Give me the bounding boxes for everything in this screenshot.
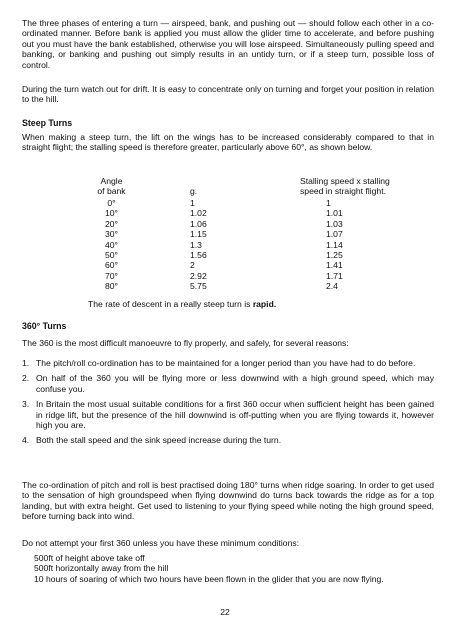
paragraph-360-intro: The 360 is the most difficult manoeuvre to fly properly, and safely, for several reasons: — [22, 338, 349, 348]
table-cell: 20° — [105, 218, 118, 229]
stall-speed-table — [0, 176, 450, 296]
table-cell: 1.3 — [190, 239, 202, 250]
table-cell: 40° — [105, 239, 118, 250]
table-cell: 30° — [105, 229, 118, 240]
table-cell: 2.4 — [326, 281, 338, 292]
table-cell: 1.01 — [326, 208, 343, 219]
paragraph-steep-turns-intro: When making a steep turn, the lift on the wings has to be increased considerably compared to that in straight flight; the stalling speed is therefore greater, particularly above 60°, as shown below. — [22, 132, 434, 153]
table-caption — [88, 299, 276, 309]
list-item-number: 4. — [22, 435, 30, 446]
table-header-angle: Angle of bank — [97, 176, 126, 196]
caption-text: The rate of descent in a really steep turn is — [88, 299, 253, 309]
table-cell: 1.06 — [190, 218, 207, 229]
table-cell: 1.56 — [190, 249, 207, 260]
table-column-stall-ratio — [300, 176, 412, 292]
heading-steep-turns: Steep Turns — [22, 118, 73, 128]
table-cell: 1.15 — [190, 229, 207, 240]
table-cell: 50° — [105, 249, 118, 260]
table-cell: 1 — [326, 198, 331, 208]
condition-item: 500ft of height above take off — [34, 553, 145, 563]
table-cell: 10° — [105, 208, 118, 219]
table-cell: 1.14 — [326, 239, 343, 250]
list-item-number: 3. — [22, 399, 30, 410]
list-item — [22, 358, 434, 368]
table-cell: 2.92 — [190, 270, 207, 281]
caption-emphasis: rapid. — [252, 299, 277, 309]
table-column-g — [190, 176, 230, 292]
list-item-number: 2. — [22, 373, 30, 384]
table-header-g-label: g. — [190, 186, 198, 196]
table-cell: 1.03 — [326, 218, 343, 229]
paragraph-practice: The co-ordination of pitch and roll is best practised doing 180° turns when ridge soaring. In order to get used to the sensation of high groundspeed when flying downwind do turns back towards the ridge as for a top landing, but with extra height. Get used to listening to your flying speed while noting the high ground speed, before turning back into wind. — [22, 480, 434, 522]
table-cell: 5.75 — [190, 281, 207, 292]
condition-item: 500ft horizontally away from the hill — [34, 563, 169, 574]
table-column-angle — [84, 176, 139, 292]
table-cell: 80° — [105, 281, 118, 292]
paragraph-minimum-conditions: Do not attempt your first 360 unless you have these minimum conditions: — [22, 538, 300, 548]
table-cell: 1.07 — [326, 229, 343, 240]
table-cell: 1 — [190, 198, 195, 208]
table-cell: 1.25 — [326, 249, 343, 260]
table-header-g — [190, 176, 230, 198]
heading-360-turns: 360° Turns — [22, 321, 67, 331]
list-item-text: The pitch/roll co-ordination has to be maintained for a longer period than you have had to do before. — [36, 358, 416, 368]
condition-item: 10 hours of soaring of which two hours have been flown in the glider that you are now flying. — [34, 573, 384, 584]
table-cell: 60° — [105, 260, 118, 271]
table-cell: 0° — [107, 198, 116, 208]
list-item-number: 1. — [22, 358, 30, 368]
table-cell: 70° — [105, 270, 118, 281]
paragraph-drift: During the turn watch out for drift. It is easy to concentrate only on turning and forget your position in relation to the hill. — [22, 84, 434, 105]
table-header-stall-ratio: Stalling speed x stalling speed in straight flight. — [300, 176, 390, 196]
table-cell: 2 — [190, 260, 195, 271]
table-cell: 1.02 — [190, 208, 207, 219]
table-cell: 1.71 — [326, 270, 343, 281]
page-number: 22 — [220, 607, 230, 617]
list-item — [22, 435, 434, 445]
list-item-text: On half of the 360 you will be flying more or less downwind with a high ground speed, which may confuse you. — [36, 373, 434, 394]
conditions-list — [34, 553, 434, 584]
paragraph-turn-phases: The three phases of entering a turn — airspeed, bank, and pushing out — should follow each other in a co-ordinated manner. Before bank is applied you must allow the glider time to accelerate, and before pushing out you must have the bank established, otherwise you will lose airspeed. Simultaneously pulling speed and banking, or banking and pushing out simply results in an untidy turn, or if a steep turn, possible loss of control. — [22, 18, 434, 70]
table-cell: 1.41 — [326, 260, 343, 271]
list-item-text: Both the stall speed and the sink speed increase during the turn. — [36, 435, 282, 446]
list-item — [22, 399, 434, 430]
reasons-list — [22, 358, 434, 446]
list-item — [22, 373, 434, 394]
list-item-text: In Britain the most usual suitable conditions for a first 360 occur when sufficient height has been gained in ridge lift, but the presence of the hill downwind is off-putting when you are flying towards it, however high you are. — [36, 399, 434, 431]
